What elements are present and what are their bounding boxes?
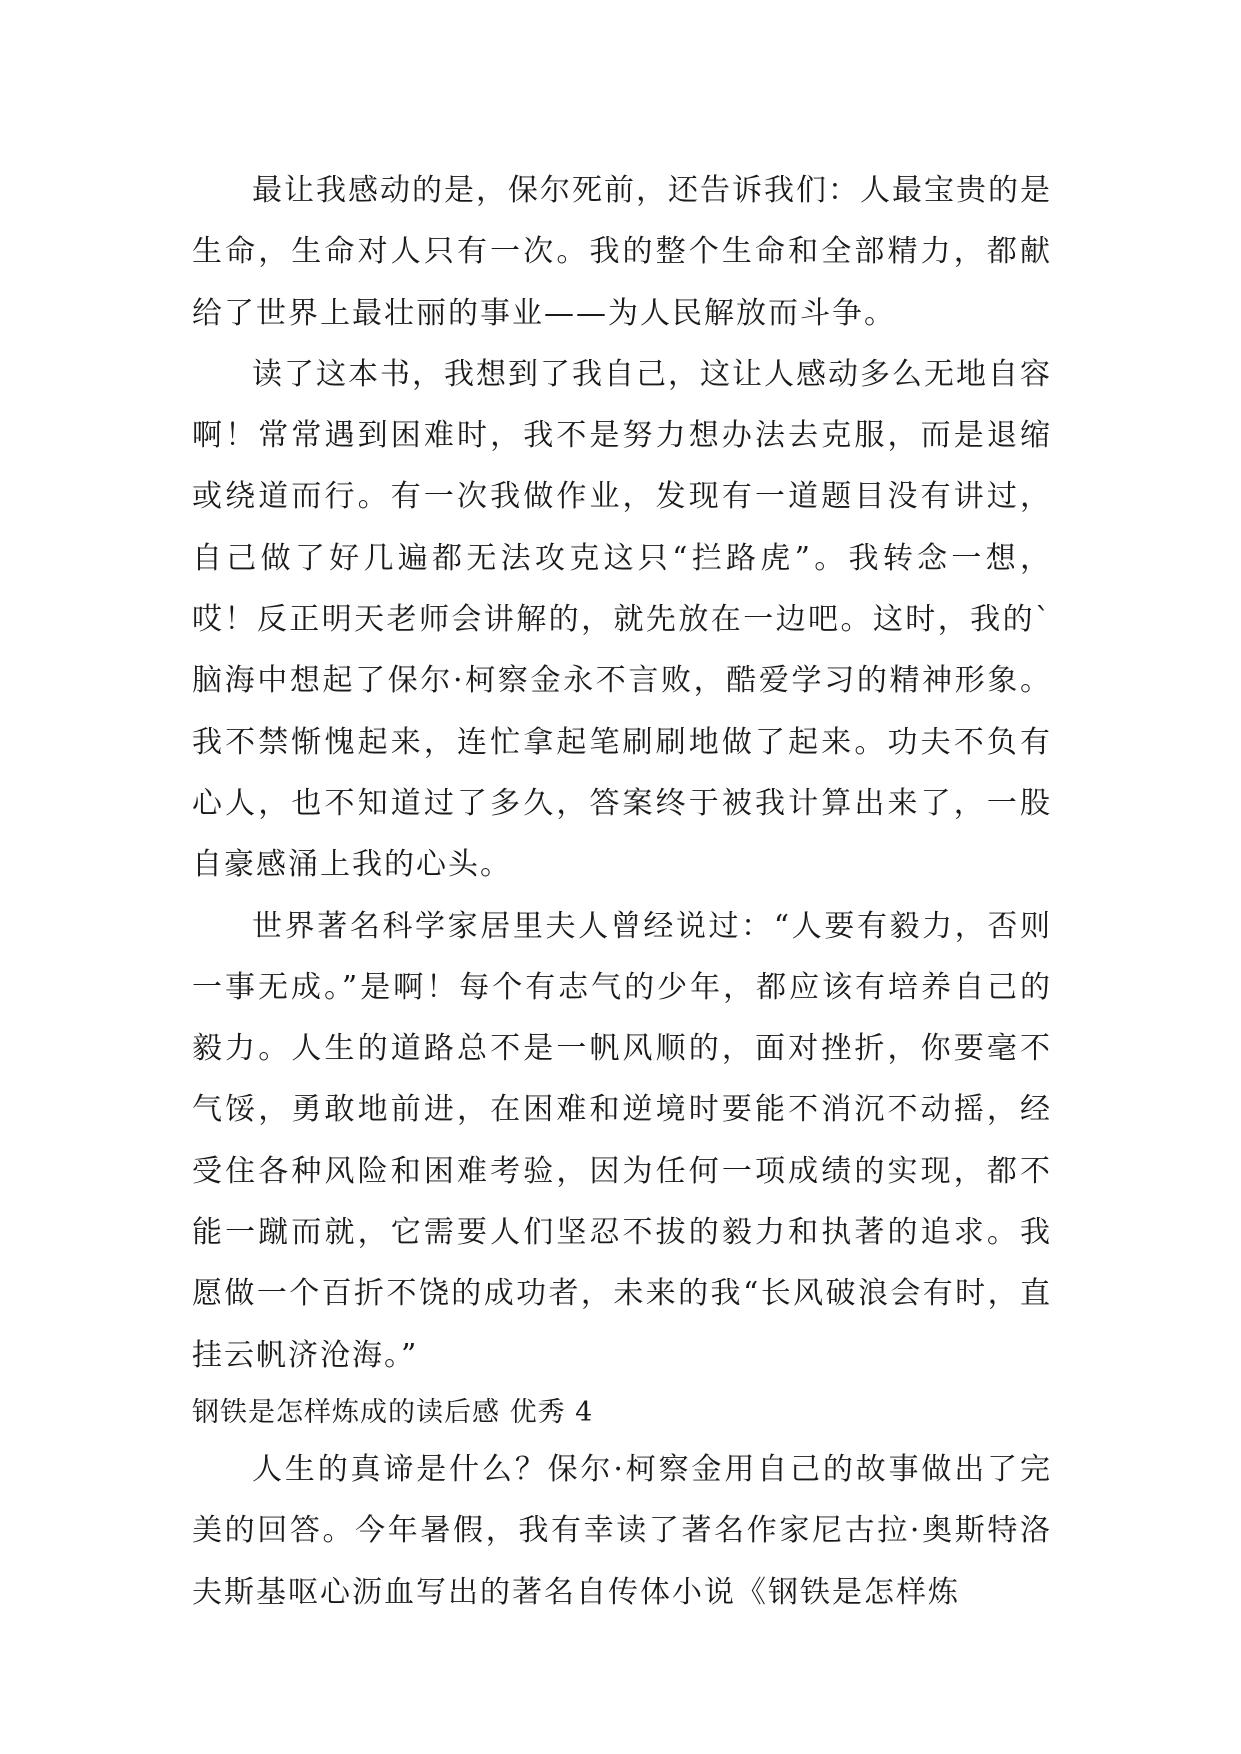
section-heading: 钢铁是怎样炼成的读后感 优秀 4 [192,1396,594,1428]
body-paragraph-4: 人生的真谛是什么？保尔·柯察金用自己的故事做出了完美的回答。今年暑假，我有幸读了著名作家尼古拉·奥斯特洛夫斯基呕心沥血写出的著名自传体小说《钢铁是怎样炼 [192,1451,1052,1610]
body-paragraph-2: 读了这本书，我想到了我自己，这让人感动多么无地自容啊！常常遇到困难时，我不是努力想办法去克服，而是退缩或绕道而行。有一次我做作业，发现有一道题目没有讲过，自己做了好几遍都无法攻克这只“拦路虎”。我转念一想，哎！反正明天老师会讲解的，就先放在一边吧。这时，我的`脑海中想起了保尔·柯察金永不言败，酷爱学习的精神形象。我不禁惭愧起来，连忙拿起笔刷刷地做了起来。功夫不负有心人，也不知道过了多久，答案终于被我计算出来了，一股自豪感涌上我的心头。 [192,356,1052,883]
document-page [192,160,1052,1623]
body-paragraph-1: 最让我感动的是，保尔死前，还告诉我们：人最宝贵的是生命，生命对人只有一次。我的整个生命和全部精力，都献给了世界上最壮丽的事业——为人民解放而斗争。 [192,173,1052,331]
body-paragraph-3: 世界著名科学家居里夫人曾经说过：“人要有毅力，否则一事无成。”是啊！每个有志气的少年，都应该有培养自己的毅力。人生的道路总不是一帆风顺的，面对挫折，你要毫不气馁，勇敢地前进，在困难和逆境时要能不消沉不动摇，经受住各种风险和困难考验，因为任何一项成绩的实现，都不能一蹴而就，它需要人们坚忍不拔的毅力和执著的追求。我愿做一个百折不饶的成功者，未来的我“长风破浪会有时，直挂云帆济沧海。” [192,908,1052,1373]
